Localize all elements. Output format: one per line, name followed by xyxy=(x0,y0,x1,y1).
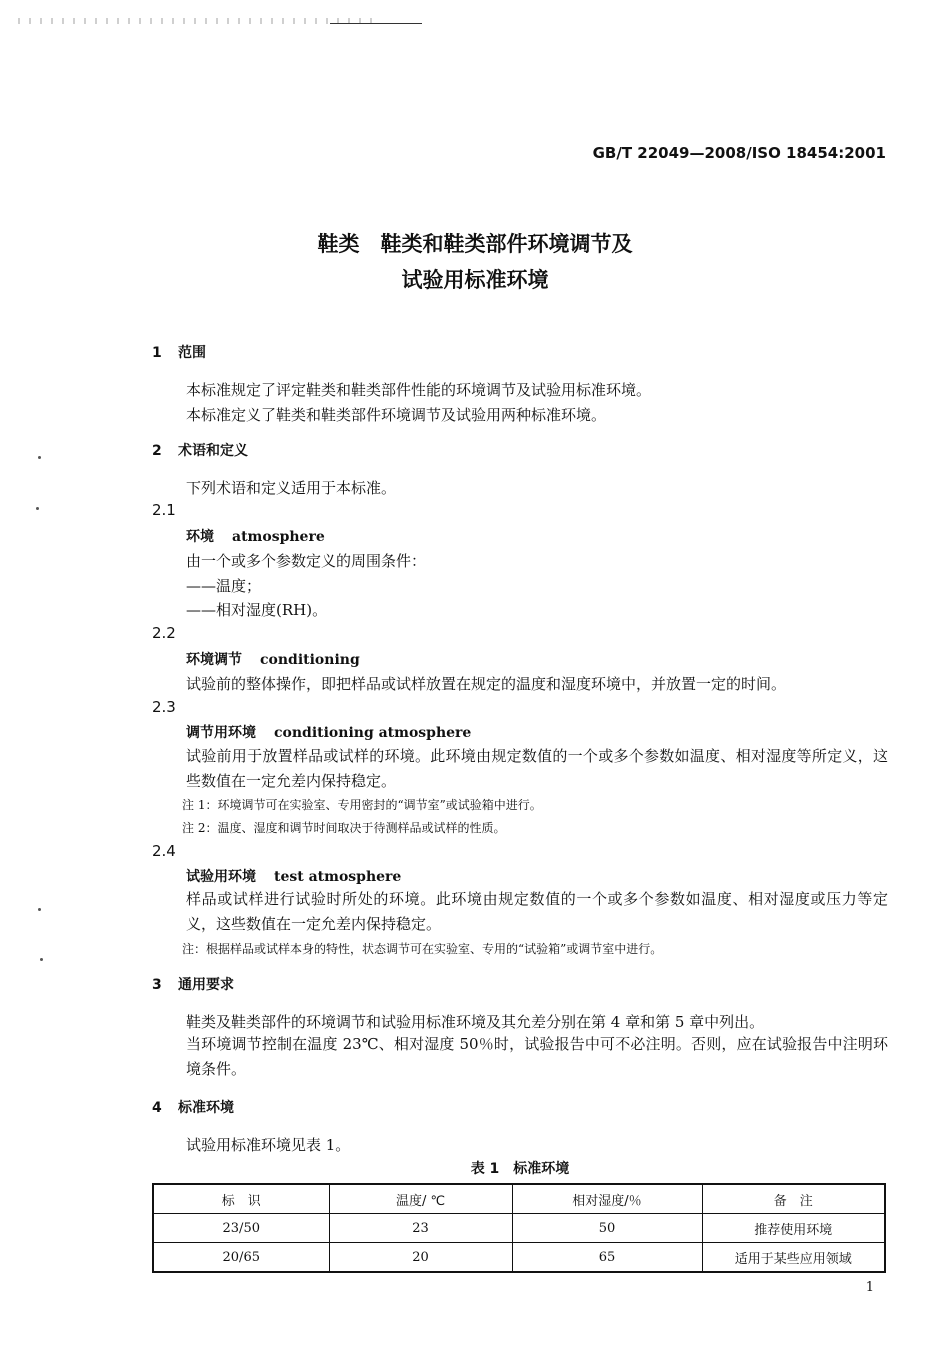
definition: 样品或试样进行试验时所处的环境。此环境由规定数值的一个或多个参数如温度、相对湿度或压力等定义，这些数值在一定允差内保持稳定。 xyxy=(186,890,888,933)
section-title: 术语和定义 xyxy=(178,443,248,459)
scan-speck xyxy=(40,958,43,961)
term-2-4 xyxy=(186,866,401,886)
term-en: test atmosphere xyxy=(274,869,402,885)
header-rule xyxy=(330,23,422,24)
section-number: 1 xyxy=(152,345,162,361)
term-en: conditioning xyxy=(260,652,360,668)
scan-artifact xyxy=(18,18,378,24)
table-cell: 适用于某些应用领域 xyxy=(702,1243,885,1273)
clause-number: 2.1 xyxy=(152,501,176,519)
table-cell: 推荐使用环境 xyxy=(702,1214,885,1243)
paragraph: 当环境调节控制在温度 23℃、相对湿度 50％时，试验报告中可不必注明。否则，应在试验报告中注明环境条件。 xyxy=(186,1035,888,1078)
term-cn: 环境 xyxy=(186,529,214,545)
column-header: 温度/ ℃ xyxy=(329,1184,512,1214)
paragraph: 本标准规定了评定鞋类和鞋类部件性能的环境调节及试验用标准环境。 xyxy=(186,381,652,399)
term-cn: 调节用环境 xyxy=(186,725,256,741)
clause-number: 2.4 xyxy=(152,842,176,860)
table-cell: 23 xyxy=(329,1214,512,1243)
paragraph: 本标准定义了鞋类和鞋类部件环境调节及试验用两种标准环境。 xyxy=(186,406,607,424)
column-header: 标 识 xyxy=(153,1184,329,1214)
page-number: 1 xyxy=(865,1280,874,1295)
section-4-heading xyxy=(152,1097,234,1117)
note: 注 2：温度、湿度和调节时间取决于待测样品或试样的性质。 xyxy=(182,821,506,835)
note: 注 1：环境调节可在实验室、专用密封的“调节室”或试验箱中进行。 xyxy=(182,798,542,812)
standard-environment-table xyxy=(152,1183,886,1273)
term-cn: 试验用环境 xyxy=(186,869,256,885)
definition: 由一个或多个参数定义的周围条件： xyxy=(186,552,427,570)
document-title-line1: 鞋类 鞋类和鞋类部件环境调节及 xyxy=(317,232,633,256)
scan-speck xyxy=(38,456,41,459)
list-item: ——相对湿度(RH)。 xyxy=(186,601,328,619)
section-title: 通用要求 xyxy=(178,977,234,993)
term-2-1 xyxy=(186,526,325,546)
section-3-heading xyxy=(152,974,234,994)
paragraph: 鞋类及鞋类部件的环境调节和试验用标准环境及其允差分别在第 4 章和第 5 章中列出。 xyxy=(186,1013,765,1031)
paragraph: 试验用标准环境见表 1。 xyxy=(186,1136,351,1154)
column-header: 备 注 xyxy=(702,1184,885,1214)
clause-number: 2.3 xyxy=(152,698,176,716)
table-cell: 65 xyxy=(512,1243,702,1273)
section-number: 4 xyxy=(152,1100,162,1116)
table-row xyxy=(153,1243,885,1273)
definition: 试验前的整体操作，即把样品或试样放置在规定的温度和湿度环境中，并放置一定的时间。 xyxy=(186,675,787,693)
table-caption: 表 1 标准环境 xyxy=(470,1161,570,1177)
note: 注：根据样品或试样本身的特性，状态调节可在实验室、专用的“试验箱”或调节室中进行。 xyxy=(182,942,663,956)
table-row xyxy=(153,1214,885,1243)
term-en: atmosphere xyxy=(232,529,325,545)
table-cell: 20/65 xyxy=(153,1243,329,1273)
section-2-heading xyxy=(152,440,248,460)
term-2-2 xyxy=(186,649,360,669)
section-number: 2 xyxy=(152,443,162,459)
scan-speck xyxy=(38,908,41,911)
scan-speck xyxy=(36,507,39,510)
term-cn: 环境调节 xyxy=(186,652,242,668)
paragraph: 下列术语和定义适用于本标准。 xyxy=(186,479,397,497)
term-en: conditioning atmosphere xyxy=(274,725,472,741)
section-number: 3 xyxy=(152,977,162,993)
section-1-heading xyxy=(152,342,206,362)
column-header: 相对湿度/％ xyxy=(512,1184,702,1214)
section-title: 范围 xyxy=(178,345,206,361)
standard-number: GB/T 22049—2008/ISO 18454:2001 xyxy=(592,144,886,162)
table-cell: 50 xyxy=(512,1214,702,1243)
clause-number: 2.2 xyxy=(152,624,176,642)
term-2-3 xyxy=(186,722,471,742)
list-item: ——温度； xyxy=(186,577,262,595)
table-cell: 20 xyxy=(329,1243,512,1273)
table-header-row xyxy=(153,1184,885,1214)
document-title-line2: 试验用标准环境 xyxy=(401,268,549,292)
section-title: 标准环境 xyxy=(178,1100,234,1116)
definition: 试验前用于放置样品或试样的环境。此环境由规定数值的一个或多个参数如温度、相对湿度等所定义，这些数值在一定允差内保持稳定。 xyxy=(186,747,888,790)
table-cell: 23/50 xyxy=(153,1214,329,1243)
